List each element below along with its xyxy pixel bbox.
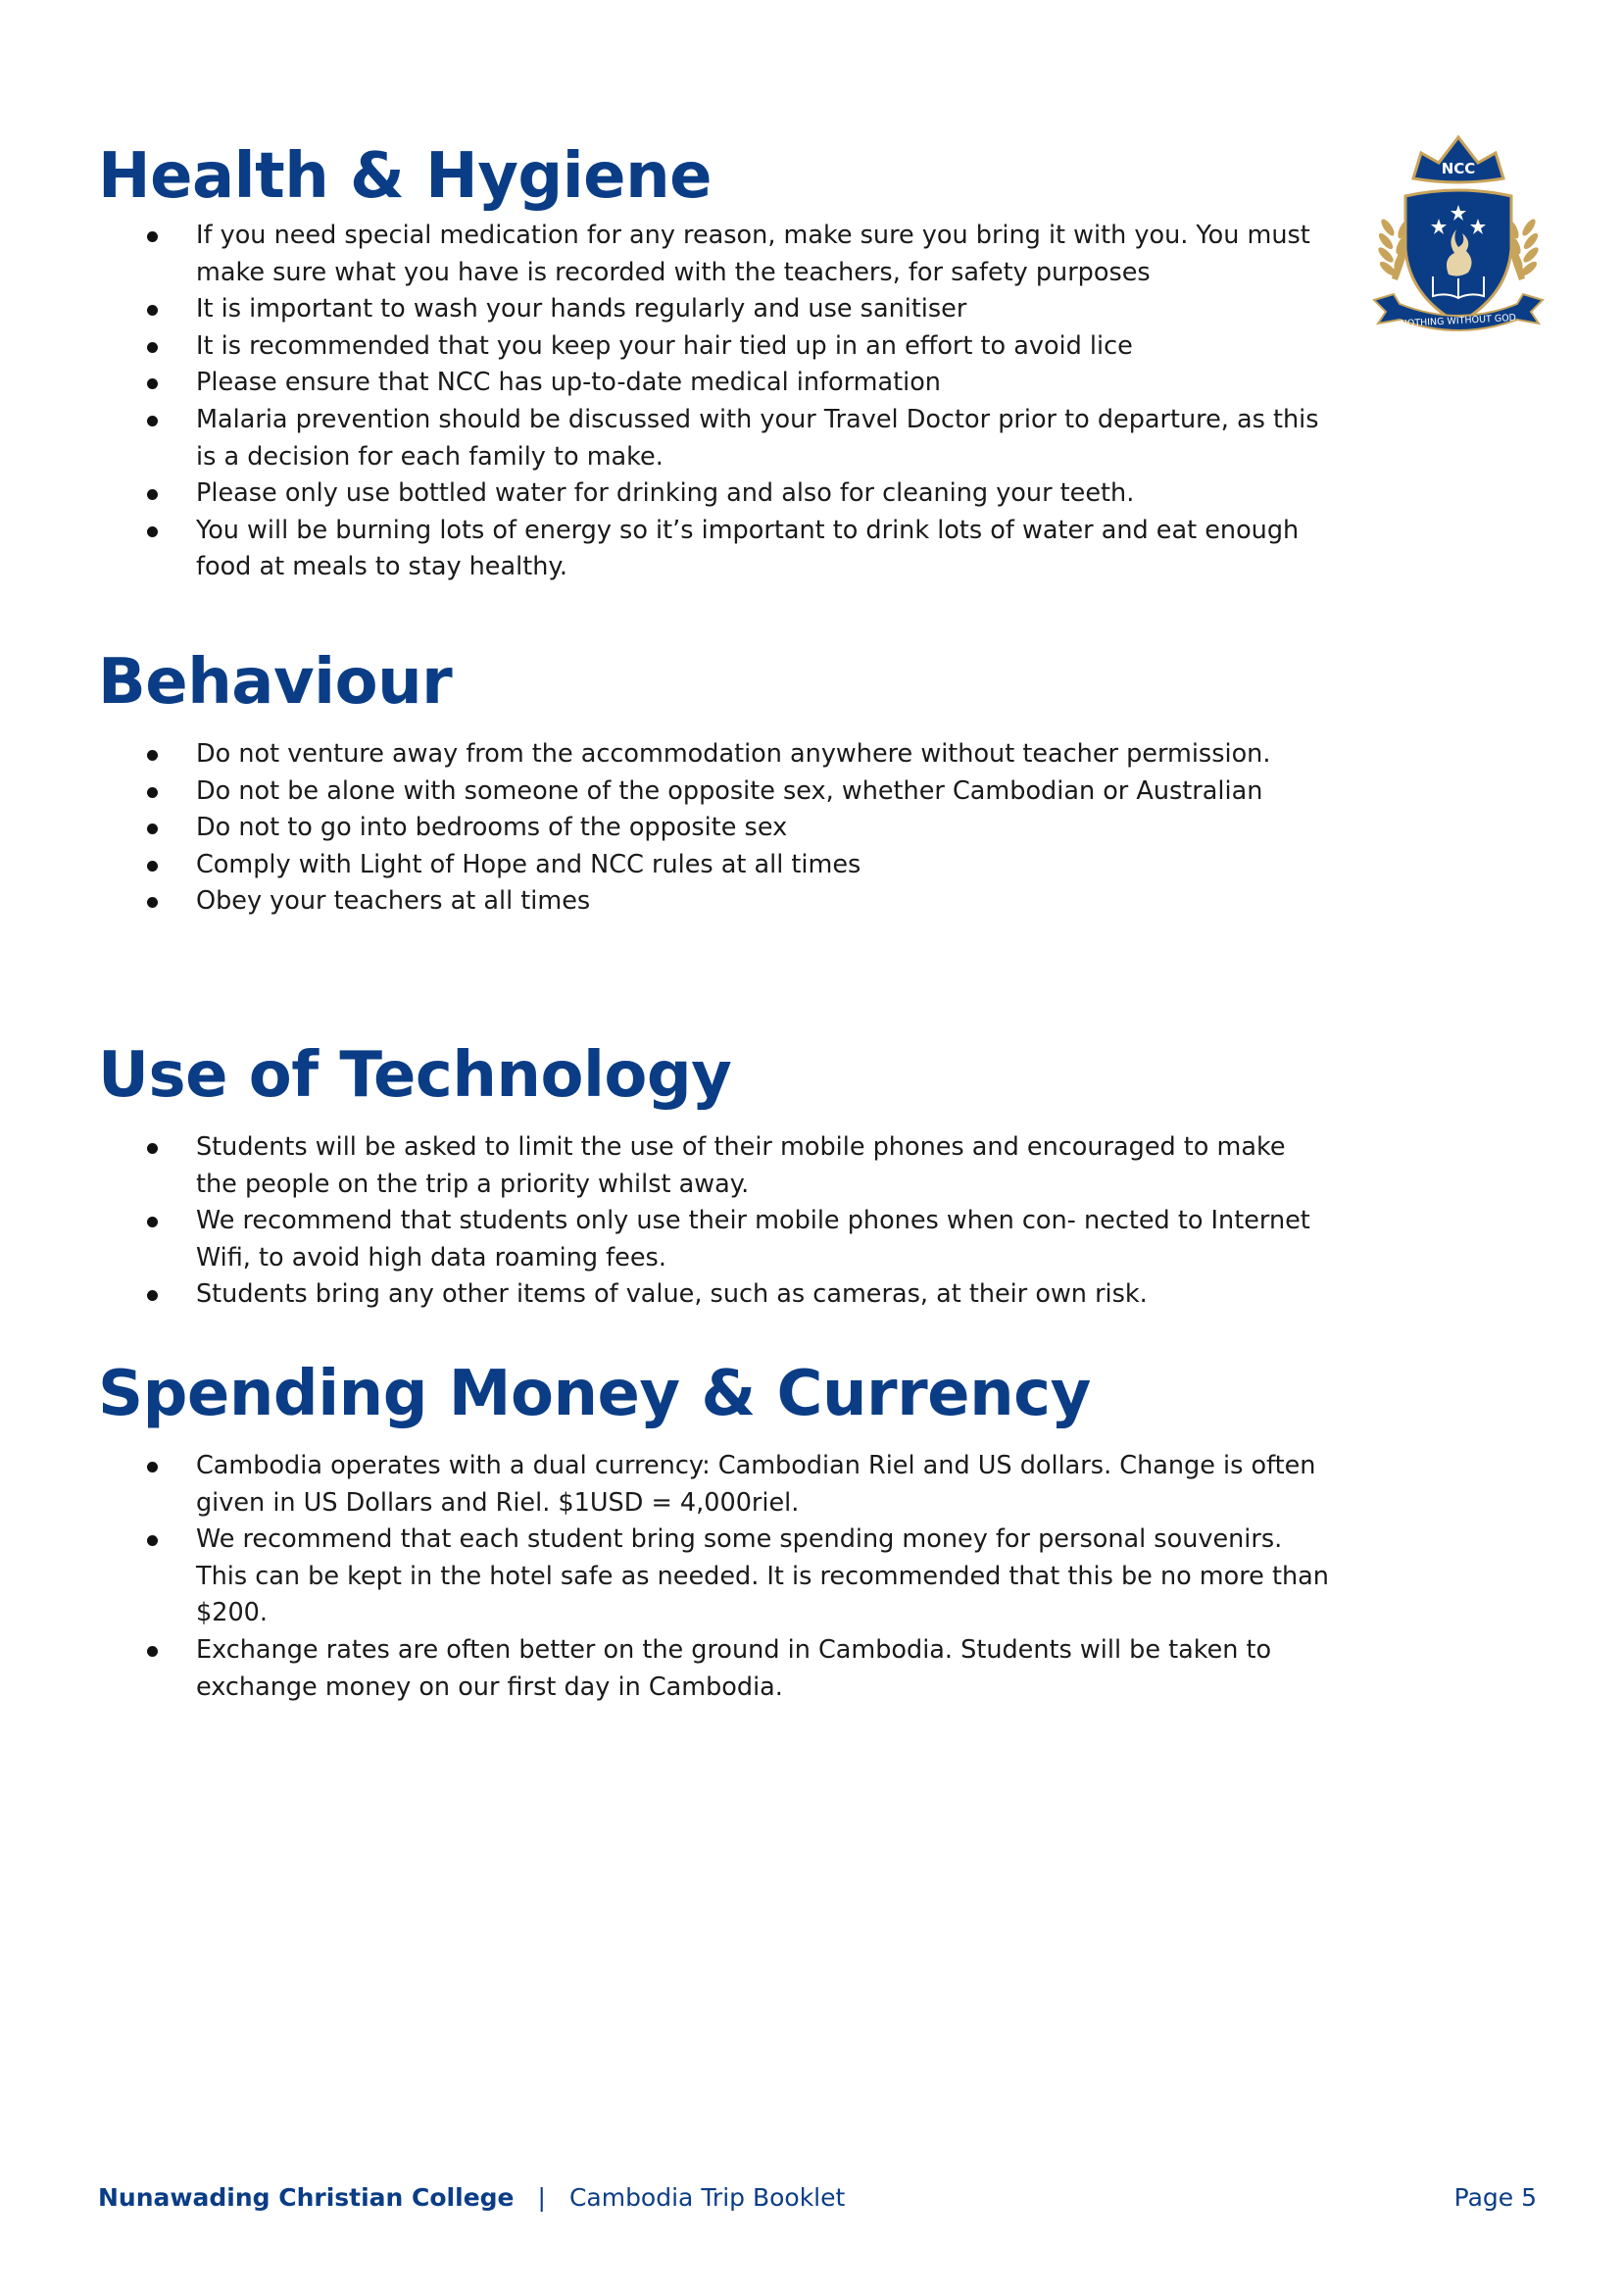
list-item-text: We recommend that each student bring some spending money for personal souvenirs. This can be kept in the hotel safe as needed. It is recommended that this be no more than $200. — [196, 1524, 1329, 1628]
section-health-hygiene — [98, 137, 1352, 586]
bullet-list — [98, 218, 1352, 586]
page-footer — [98, 2178, 1537, 2218]
bullet-icon — [147, 231, 158, 242]
list-item — [98, 402, 1333, 475]
list-item — [98, 774, 1333, 811]
list-item — [98, 1632, 1333, 1706]
list-item — [98, 810, 1333, 847]
list-item — [98, 1522, 1333, 1632]
list-item-text: Malaria prevention should be discussed with your Travel Doctor prior to departure, as this is a decision for each family to make. — [196, 404, 1319, 472]
list-item — [98, 365, 1333, 402]
footer-left — [98, 2178, 845, 2218]
list-item-text: It is recommended that you keep your hair tied up in an effort to avoid lice — [196, 330, 1133, 361]
section-heading: Use of Technology — [98, 1039, 732, 1112]
list-item-text: We recommend that students only use their mobile phones when con- nected to Internet Wifi, to avoid high data roaming fees. — [196, 1206, 1310, 1273]
list-item-text: Do not to go into bedrooms of the opposite sex — [196, 813, 788, 843]
section-spending-money-currency — [98, 1355, 1352, 1706]
list-item-text: Do not be alone with someone of the opposite sex, whether Cambodian or Australian — [196, 775, 1263, 806]
list-item-text: Cambodia operates with a dual currency: Cambodian Riel and US dollars. Change is often given in US Dollars and Riel. $1USD = 4,000riel. — [196, 1451, 1316, 1518]
list-item — [98, 847, 1333, 884]
bullet-icon — [147, 1217, 158, 1227]
list-item-text: Students bring any other items of value, such as cameras, at their own risk. — [196, 1279, 1148, 1310]
bullet-icon — [147, 750, 158, 761]
list-item-text: Exchange rates are often better on the ground in Cambodia. Students will be taken to exchange money on our first day in Cambodia. — [196, 1634, 1272, 1702]
list-item — [98, 513, 1333, 586]
list-item-text: Comply with Light of Hope and NCC rules at all times — [196, 849, 861, 879]
footer-college-name: Nunawading Christian College — [98, 2183, 515, 2212]
bullet-icon — [147, 416, 158, 426]
ncc-crest-logo — [1370, 131, 1547, 352]
list-item-text: Please ensure that NCC has up-to-date medical information — [196, 368, 941, 398]
list-item — [98, 218, 1333, 291]
footer-separator: | — [537, 2183, 546, 2212]
svg-text:NCC: NCC — [1441, 160, 1476, 177]
section-heading: Spending Money & Currency — [98, 1358, 1091, 1430]
list-item — [98, 736, 1333, 774]
list-item — [98, 328, 1333, 366]
list-item — [98, 883, 1333, 921]
section-behaviour — [98, 643, 1352, 921]
bullet-list — [98, 1448, 1352, 1706]
page-number: Page 5 — [1453, 2183, 1537, 2212]
bullet-icon — [147, 861, 158, 872]
section-heading: Health & Hygiene — [98, 140, 713, 213]
svg-text:NOTHING WITHOUT GOD: NOTHING WITHOUT GOD — [1400, 312, 1517, 330]
bullet-icon — [147, 1143, 158, 1154]
list-item — [98, 1276, 1333, 1314]
bullet-icon — [147, 526, 158, 537]
list-item-text: Please only use bottled water for drinking and also for cleaning your teeth. — [196, 478, 1135, 509]
list-item — [98, 475, 1333, 513]
bullet-icon — [147, 897, 158, 908]
section-heading: Behaviour — [98, 646, 453, 719]
list-item-text: Students will be asked to limit the use of their mobile phones and encouraged to make the people on the trip a priority whilst away. — [196, 1132, 1286, 1199]
bullet-icon — [147, 305, 158, 316]
bullet-list — [98, 736, 1352, 921]
list-item — [98, 1203, 1333, 1276]
bullet-icon — [147, 824, 158, 834]
list-item — [98, 291, 1333, 328]
list-item-text: It is important to wash your hands regularly and use sanitiser — [196, 294, 967, 324]
bullet-icon — [147, 489, 158, 500]
footer-booklet-title: Cambodia Trip Booklet — [568, 2183, 846, 2212]
bullet-list — [98, 1129, 1352, 1314]
bullet-icon — [147, 1290, 158, 1301]
list-item-text: Obey your teachers at all times — [196, 886, 591, 917]
section-use-of-technology — [98, 1036, 1352, 1314]
bullet-icon — [147, 787, 158, 798]
list-item-text: You will be burning lots of energy so it’s important to drink lots of water and eat enough food at meals to stay healthy. — [196, 515, 1300, 582]
list-item-text: Do not venture away from the accommodation anywhere without teacher permission. — [196, 739, 1271, 769]
bullet-icon — [147, 378, 158, 389]
bullet-icon — [147, 1462, 158, 1472]
bullet-icon — [147, 342, 158, 353]
list-item — [98, 1129, 1333, 1203]
bullet-icon — [147, 1535, 158, 1546]
list-item — [98, 1448, 1333, 1522]
bullet-icon — [147, 1646, 158, 1657]
list-item-text: If you need special medication for any reason, make sure you bring it with you. You must make sure what you have is recorded with the teachers, for safety purposes — [196, 221, 1310, 287]
